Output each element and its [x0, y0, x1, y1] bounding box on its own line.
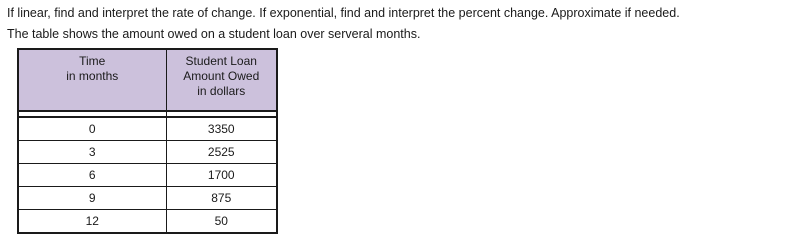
table-row — [18, 187, 277, 210]
time-cell: 6 — [18, 164, 166, 187]
time-cell: 9 — [18, 187, 166, 210]
amount-cell: 2525 — [166, 141, 277, 164]
amount-cell: 3350 — [166, 117, 277, 141]
time-cell: 3 — [18, 141, 166, 164]
header-amount-owed — [166, 49, 277, 111]
header-amount-line-2: Amount Owed — [183, 69, 260, 83]
loan-table — [17, 48, 278, 234]
table-row — [18, 117, 277, 141]
table-header-row — [18, 49, 277, 111]
amount-cell: 50 — [166, 210, 277, 234]
problem-prompt: The table shows the amount owed on a student loan over serveral months. — [7, 27, 421, 41]
table-row — [18, 210, 277, 234]
table-row — [18, 164, 277, 187]
time-cell: 12 — [18, 210, 166, 234]
header-time — [18, 49, 166, 111]
header-time-line-2: in months — [66, 69, 119, 83]
amount-cell: 1700 — [166, 164, 277, 187]
time-cell: 0 — [18, 117, 166, 141]
header-time-line-1: Time — [79, 54, 106, 68]
table-row — [18, 141, 277, 164]
instructions-text: If linear, find and interpret the rate of change. If exponential, find and interpret the percent change. Approximate if needed. — [7, 6, 680, 20]
header-amount-line-3: in dollars — [197, 84, 246, 98]
amount-cell: 875 — [166, 187, 277, 210]
header-amount-line-1: Student Loan — [185, 54, 257, 68]
